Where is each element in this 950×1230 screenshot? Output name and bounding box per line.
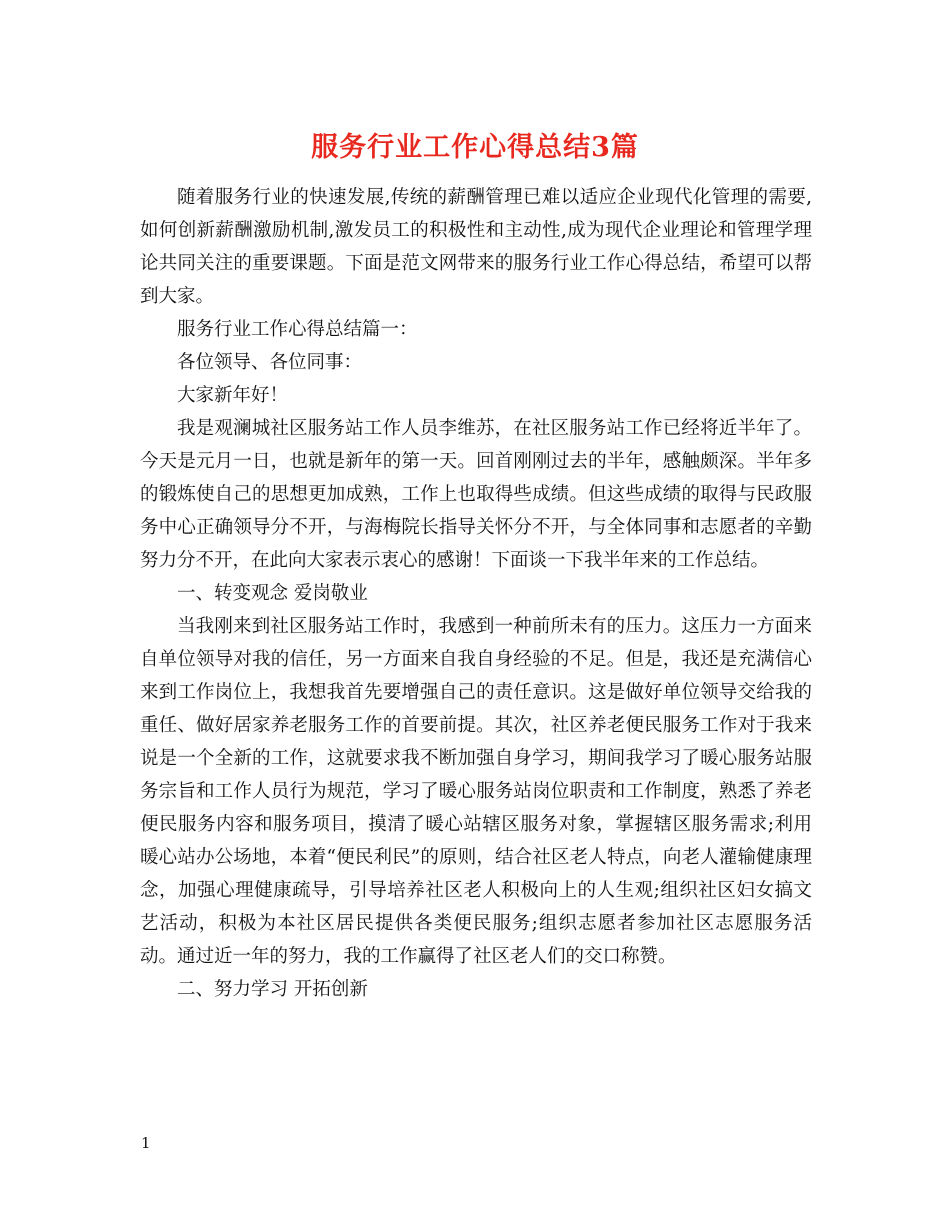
- paragraph-greeting: 大家新年好！: [177, 385, 289, 406]
- document-title: 服务行业工作心得总结3篇: [311, 132, 639, 163]
- paragraph-heading-one: 一、转变观念 爱岗敬业: [177, 583, 368, 604]
- paragraph-section-heading: 服务行业工作心得总结篇一：: [177, 319, 418, 340]
- paragraph-intro: 随着服务行业的快速发展,传统的薪酬管理已难以适应企业现代化管理的需要,如何创新薪酬激励机制,激发员工的积极性和主动性,成为现代企业理论和管理学理论共同关注的重要课题。下面是范文网带来的服务行业工作心得总结，希望可以帮到大家。: [140, 187, 812, 307]
- paragraph-self-introduction: 我是观澜城社区服务站工作人员李维苏，在社区服务站工作已经将近半年了。今天是元月一日，也就是新年的第一天。回首刚刚过去的半年，感触颇深。半年多的锻炼使自己的思想更加成熟，工作上也取得些成绩。但这些成绩的取得与民政服务中心正确领导分不开，与海梅院长指导关怀分不开，与全体同事和志愿者的辛勤努力分不开，在此向大家表示衷心的感谢！下面谈一下我半年来的工作总结。: [140, 418, 812, 571]
- paragraph-body-one: 当我刚来到社区服务站工作时，我感到一种前所未有的压力。这压力一方面来自单位领导对我的信任，另一方面来自我自身经验的不足。但是，我还是充满信心来到工作岗位上，我想我首先要增强自己的责任意识。这是做好单位领导交给我的重任、做好居家养老服务工作的首要前提。其次，社区养老便民服务工作对于我来说是一个全新的工作，这就要求我不断加强自身学习，期间我学习了暖心服务站服务宗旨和工作人员行为规范，学习了暖心服务站岗位职责和工作制度，熟悉了养老便民服务内容和服务项目，摸清了暖心站辖区服务对象，掌握辖区服务需求;利用暖心站办公场地，本着“便民利民”的原则，结合社区老人特点，向老人灌输健康理念，加强心理健康疏导，引导培养社区老人积极向上的人生观;组织社区妇女搞文艺活动，积极为本社区居民提供各类便民服务;组织志愿者参加社区志愿服务活动。通过近一年的努力，我的工作赢得了社区老人们的交口称赞。: [140, 616, 812, 967]
- page-number: 1: [141, 1134, 151, 1152]
- document-body: [140, 181, 812, 1006]
- paragraph-heading-two: 二、努力学习 开拓创新: [177, 979, 368, 1000]
- paragraph-salutation: 各位领导、各位同事：: [177, 352, 363, 373]
